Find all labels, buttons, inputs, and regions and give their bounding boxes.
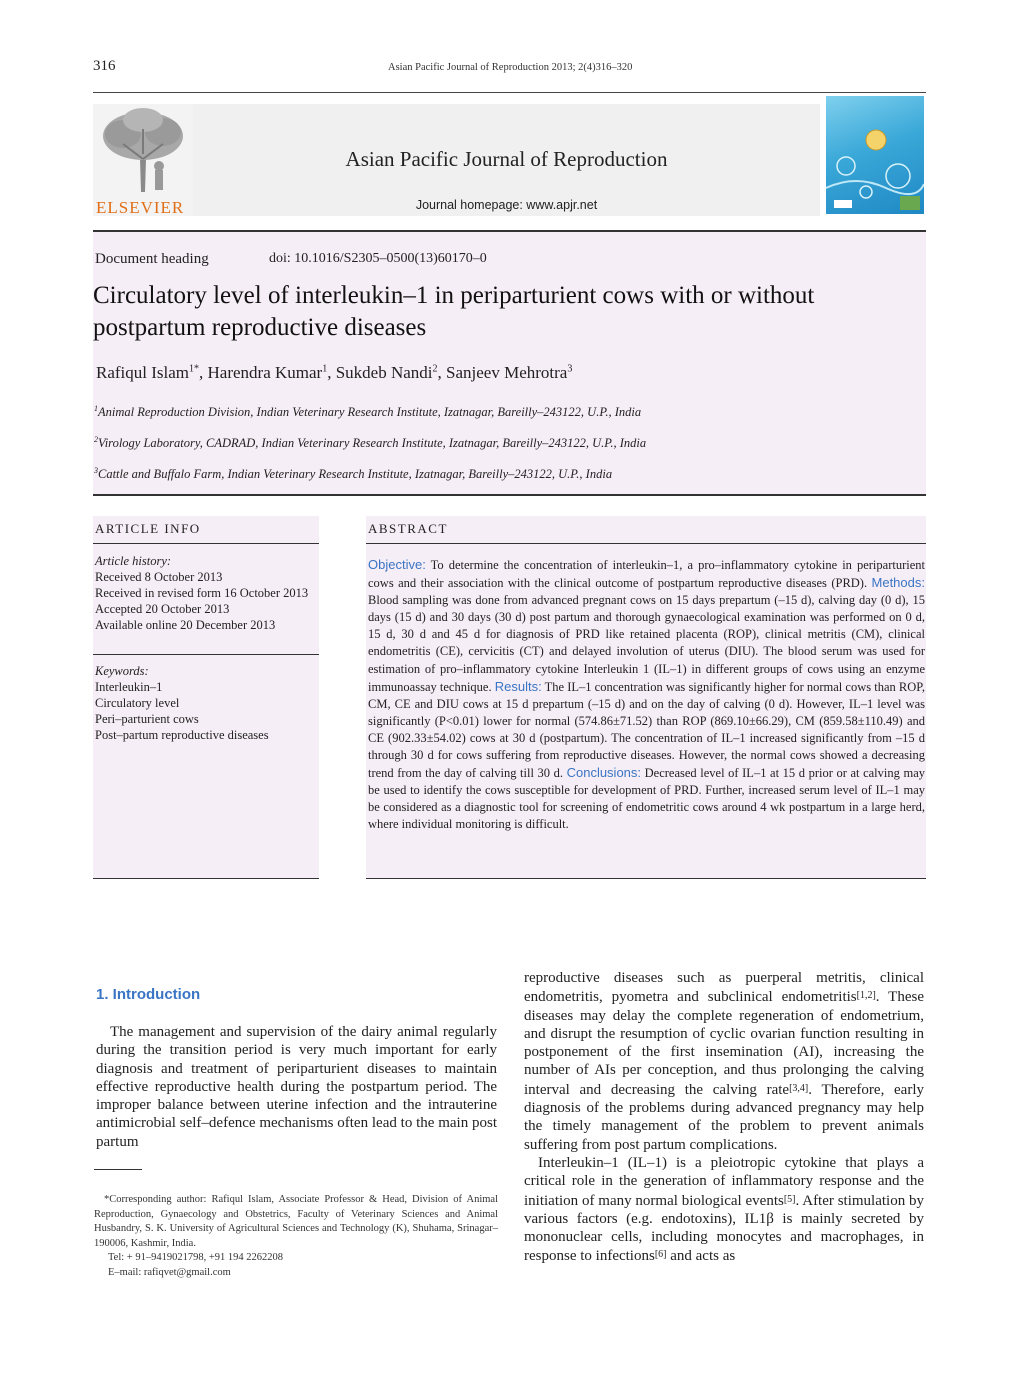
history-item: Received in revised form 16 October 2013 — [95, 586, 309, 600]
body-right-column — [524, 969, 924, 1266]
abstract-bottom-rule — [366, 878, 926, 879]
abstract-rule — [366, 543, 926, 544]
affiliation-number: 3 — [94, 466, 98, 475]
author-affil-mark: 3 — [567, 363, 573, 375]
doi[interactable]: doi: 10.1016/S2305–0500(13)60170–0 — [269, 251, 487, 266]
paragraph-text: . Therefore, early diagnosis of the problems during advanced pregnancy may help the timely management of the problem to prevent animals suffering from post partum complications. — [524, 1081, 925, 1153]
author-affil-mark: 1* — [189, 363, 200, 375]
history-item: Accepted 20 October 2013 — [95, 602, 230, 616]
affiliation-text: Animal Reproduction Division, Indian Veterinary Research Institute, Izatnagar, Bareilly–243122, U.P., India — [98, 405, 642, 420]
document-heading: Document heading — [95, 251, 209, 267]
keyword-item: Interleukin–1 — [95, 680, 163, 694]
affiliation-text: Cattle and Buffalo Farm, Indian Veterinary Research Institute, Izatnagar, Bareilly–243122, U.P., India — [98, 467, 613, 482]
journal-citation: Asian Pacific Journal of Reproduction 2013; 2(4)316–320 — [388, 62, 633, 73]
results-text: The IL–1 concentration was significantly higher for normal cows than ROP, CM, CE and DIU cows at 15 d prepartum (–15 d) and on the day of calving (0 d). However, IL–1 level was significantly (P<0.01) lower for normal (574.86±71.52) than ROP (869.10±66.29), CM (859.58±110.49) and CE (902.33±54.02) cows at 30 d (postpartum). The concentration of IL–1 increased significantly from –15 d through 30 d for cows suffering from reproductive diseases. However, the normal cows showed a decreasing trend from the day of calving till 30 d. — [368, 679, 925, 781]
keyword-item: Peri–parturient cows — [95, 712, 199, 726]
paragraph-text: . These diseases may delay the complete regeneration of endometrium, and disrupt the resumption of cyclic ovarian function resulting in postponement of the first insemination (AI), increasing the number of AIs per conception, and thus prolonging the calving interval and decreasing the calving rate — [524, 989, 924, 1098]
corresponding-author: *Corresponding author: Rafiqul Islam, Associate Professor & Head, Division of Animal Reproduction, Gynaecology and Obstetrics, Faculty of Veterinary Sciences and Animal Husbandry, S. K. University of Agricultural Sciences and Technology (K), Shuhama, Srinagar–190006, Kashmir, India. — [94, 1194, 498, 1249]
paragraph-text: reproductive diseases such as puerperal metritis, clinical endometritis, pyometra and subclinical endometritis — [524, 970, 924, 1006]
affiliation-number: 2 — [94, 435, 98, 444]
conclusions-text: Decreased level of IL–1 at 15 d prior or at calving may be used to identify the cows susceptible for development of PRD. Further, increased serum level of IL–1 may be considered as a diagnostic tool for screening of endometritic cows around 4 wk postpartum in a large herd, where individual monitoring is difficult. — [368, 766, 925, 832]
author-affil-mark: 2 — [432, 363, 438, 375]
article-title: Circulatory level of interleukin–1 in periparturient cows with or without postpartum reproductive diseases — [93, 282, 815, 341]
keyword-item: Post–partum reproductive diseases — [95, 728, 269, 742]
author-name: Harendra Kumar — [207, 363, 323, 382]
affiliation-number: 1 — [94, 404, 98, 413]
affiliation — [94, 466, 612, 482]
affiliation-text: Virology Laboratory, CADRAD, Indian Veterinary Research Institute, Izatnagar, Bareilly–243122, U.P., India — [98, 436, 647, 451]
page-number: 316 — [93, 58, 116, 74]
paragraph — [524, 1154, 924, 1266]
keywords — [95, 663, 269, 743]
author-affil-mark: 1 — [322, 363, 328, 375]
footnote-rule — [94, 1169, 142, 1170]
journal-homepage[interactable]: Journal homepage: www.apjr.net — [415, 198, 598, 212]
author-name: Rafiqul Islam — [96, 363, 190, 382]
history-label: Article history: — [95, 554, 172, 568]
cover-art-icon — [826, 96, 924, 214]
tree-logo-icon — [93, 104, 193, 196]
abstract-text — [368, 556, 925, 834]
history-item: Received 8 October 2013 — [95, 570, 223, 584]
article-history — [95, 553, 308, 633]
article-info-heading: ARTICLE INFO — [95, 521, 201, 536]
objective-label: Objective: — [368, 557, 426, 572]
keywords-label: Keywords: — [95, 664, 149, 678]
citation-ref[interactable]: [5] — [783, 1193, 796, 1205]
journal-cover-image — [826, 96, 924, 214]
paragraph-text: . After stimulation by various factors (e.g. endotoxins), IL1β is mainly secreted by mononuclear cells, including monocytes and macrophages, in response to infections — [524, 1192, 924, 1265]
conclusions-label: Conclusions: — [566, 765, 642, 781]
header-rule — [93, 92, 926, 93]
methods-text: Blood sampling was done from advanced pregnant cows on 15 days prepartum (–15 d), calving day (0 d), 15 days (15 d) and 30 days (30 d) post partum and thorough gynaecological examination was performed on 0 d, 15 d, 30 d and 45 d for diagnosis of PRD like retained placenta (ROP), clinical metritis (CM), clinical endometritis (CE), cervicitis (CT) and delayed involution of uterus (DIU). The blood serum was used for estimation of pro–inflammatory cytokine Interleukin 1 (IL–1) in different groups of cows using an enzyme immunoassay technique. — [368, 593, 925, 694]
affiliation — [94, 404, 641, 420]
history-item: Available online 20 December 2013 — [95, 618, 276, 632]
publisher-name: ELSEVIER — [96, 198, 185, 217]
objective-text: To determine the concentration of interleukin–1, a pro–inflammatory cytokine in periparturient cows and their association with the clinical outcome of postpartum reproductive diseases (PRD). — [368, 558, 925, 591]
journal-name: Asian Pacific Journal of Reproduction — [345, 147, 668, 171]
author-list: Rafiqul Islam$^{1*}$, Harendra Kumar$^1$, Sukdeb Nandi$^2$, Sanjeev Mehrotra$^3$ — [96, 363, 573, 382]
paragraph: The management and supervision of the dairy animal regularly during the transition period is very much important for early diagnosis and treatment of periparturient diseases to maintain effective reproductive health during the postpartum period. The improper balance between uterine infection and the intrauterine antimicrobial self–defence mechanisms often lead to the main post partum — [96, 1024, 497, 1150]
telephone: Tel: + 91–9419021798, +91 194 2262208 — [108, 1252, 284, 1264]
citation-ref[interactable]: [3,4] — [789, 1082, 809, 1094]
paragraph-text: Interleukin–1 (IL–1) is a pleiotropic cytokine that plays a critical role in the generation of inflammatory response and the initiation of many normal biological events — [524, 1154, 924, 1209]
footnote — [94, 1193, 498, 1281]
keyword-item: Circulatory level — [95, 696, 180, 710]
title-bottom-rule — [93, 494, 926, 496]
keywords-rule — [93, 654, 319, 655]
email[interactable]: E–mail: rafiqvet@gmail.com — [108, 1266, 231, 1278]
paragraph — [524, 969, 924, 1154]
body-left-column — [96, 1023, 497, 1151]
methods-label: Methods: — [871, 575, 925, 591]
author-name: Sanjeev Mehrotra — [446, 363, 568, 382]
citation-ref[interactable]: [6] — [654, 1249, 667, 1261]
citation-ref[interactable]: [1,2] — [856, 990, 876, 1002]
results-label: Results: — [494, 678, 542, 694]
section-heading-introduction: 1. Introduction — [96, 986, 201, 1003]
article-info-bottom-rule — [93, 878, 319, 879]
author-name: Sukdeb Nandi — [335, 363, 433, 382]
abstract-heading: ABSTRACT — [368, 521, 448, 536]
affiliation — [94, 435, 646, 451]
paragraph-text: and acts as — [666, 1248, 736, 1265]
article-info-rule — [93, 543, 319, 544]
